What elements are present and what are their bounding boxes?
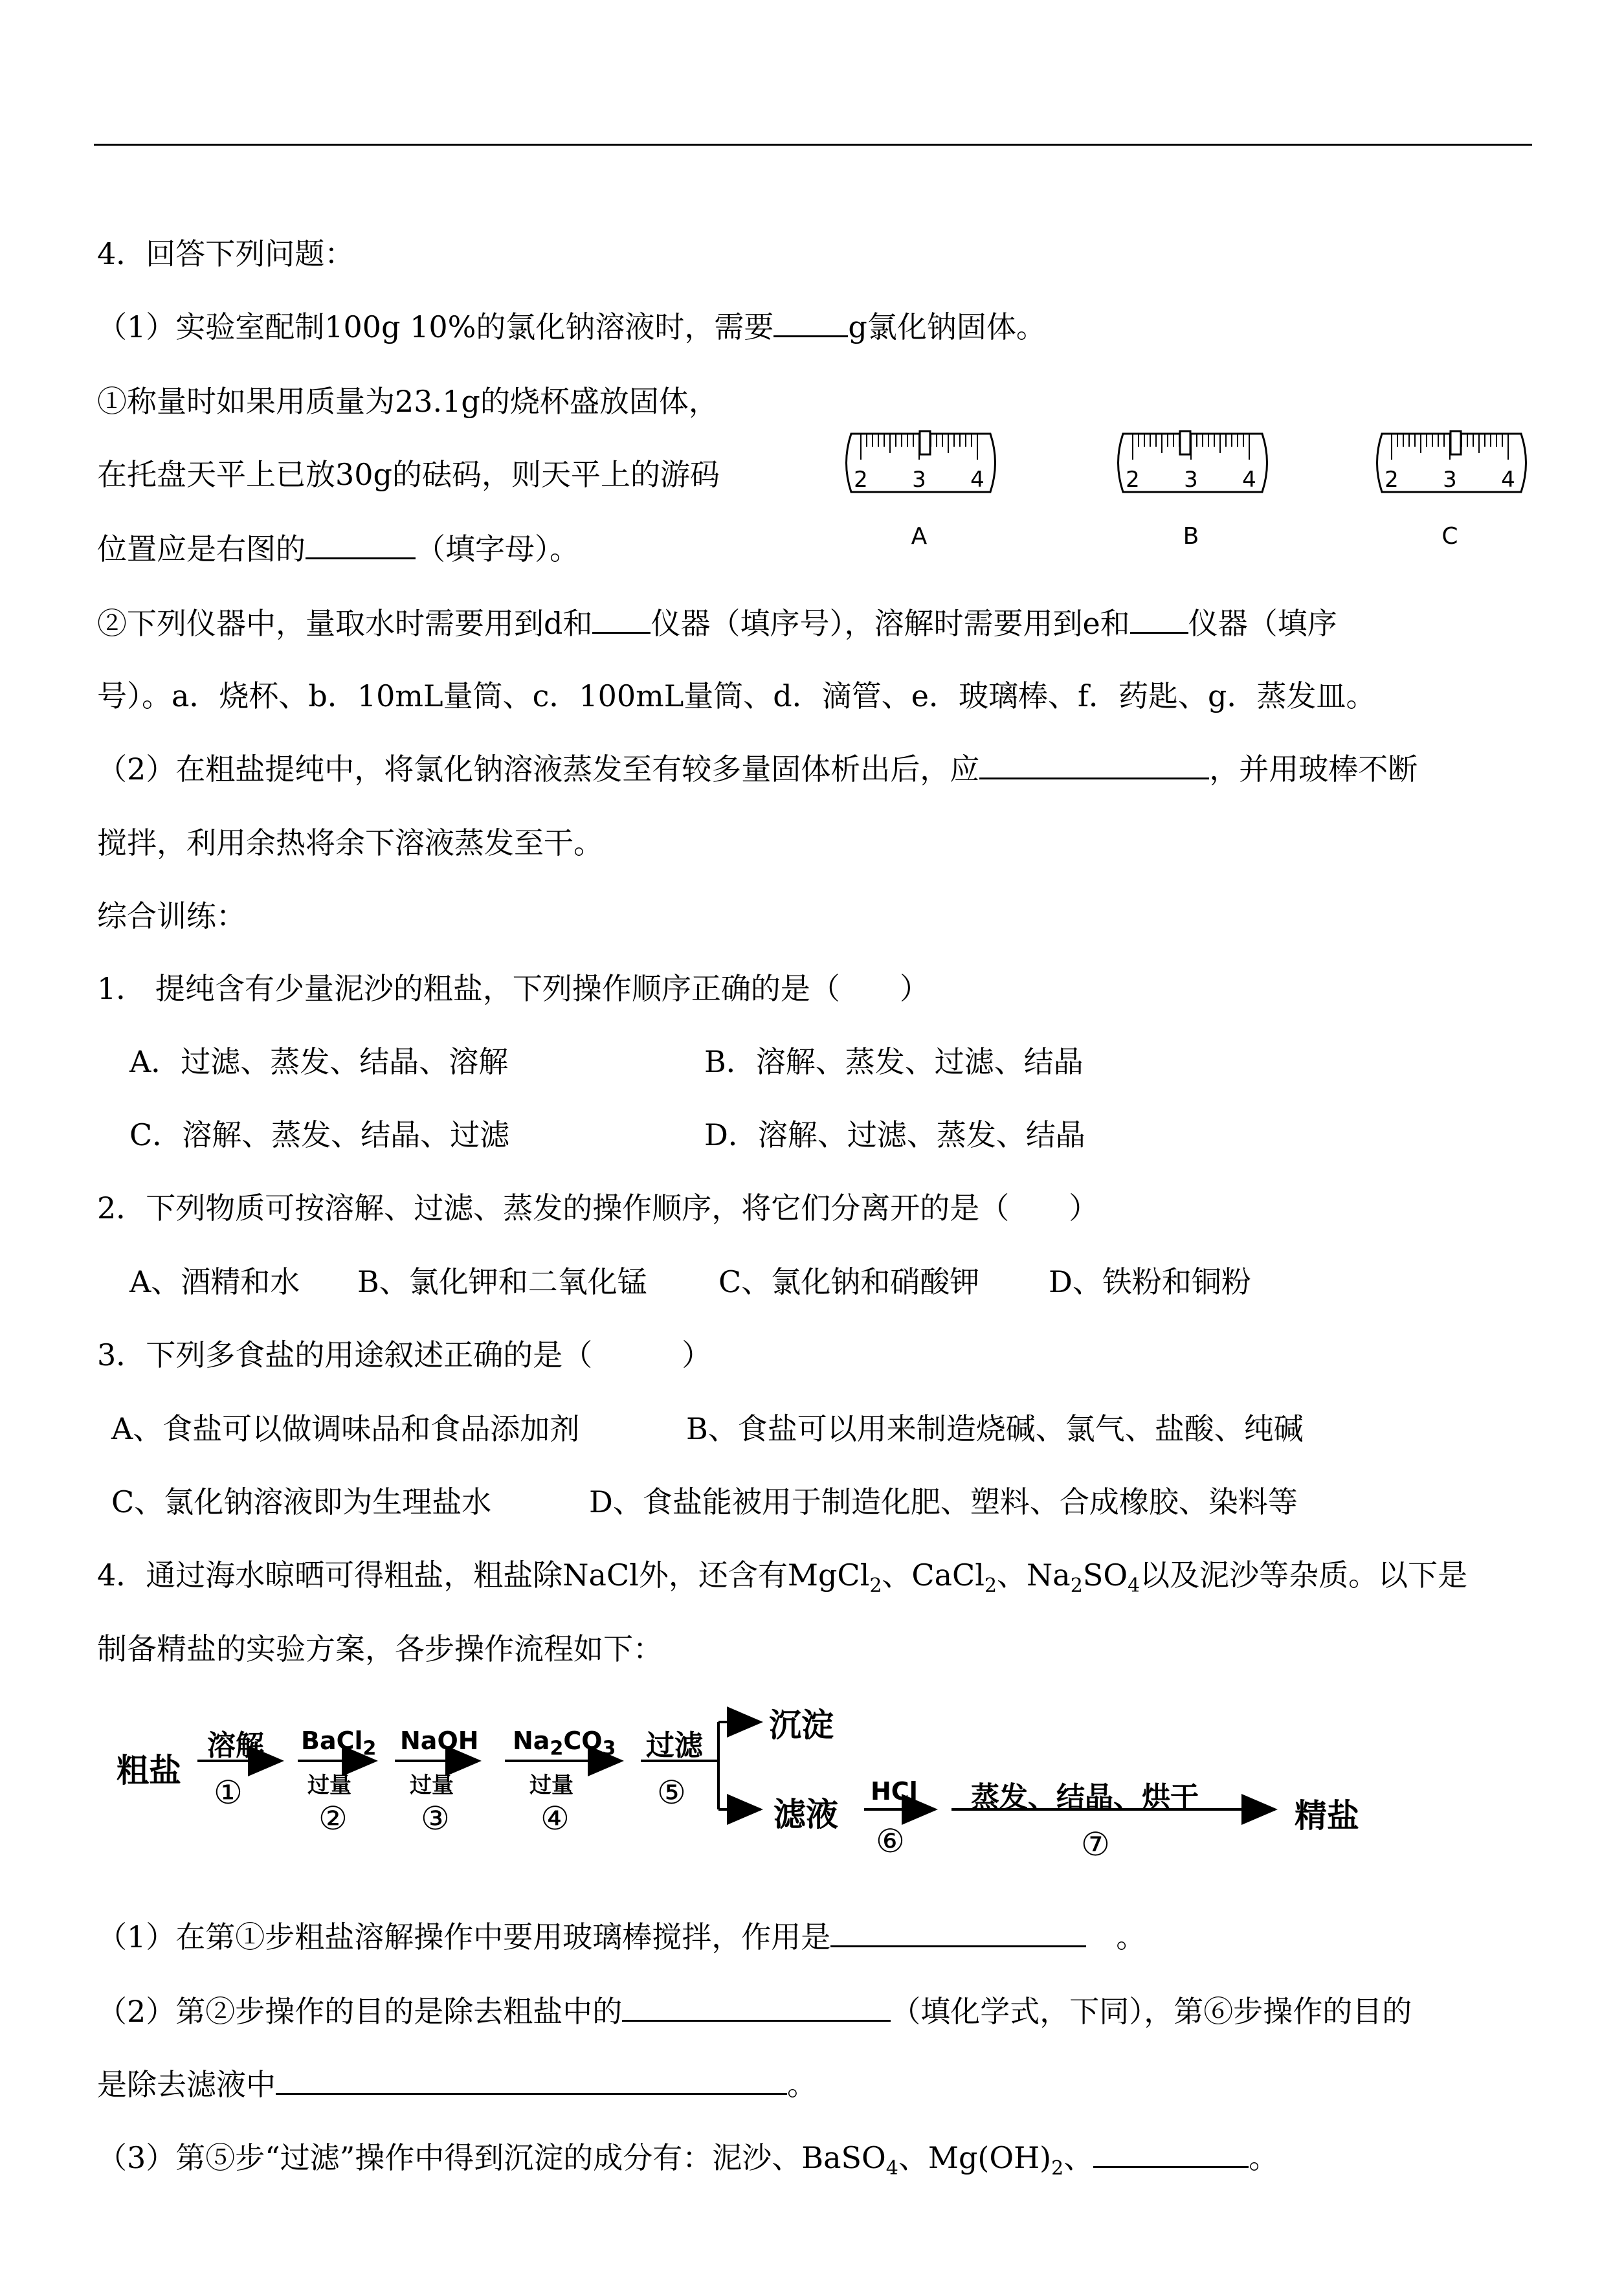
- rider-ruler-a: [847, 431, 996, 550]
- rider-rulers-figure: [841, 427, 1553, 563]
- c1-option-a[interactable]: A．过滤、蒸发、结晶、溶解: [129, 1044, 509, 1079]
- step3-reagent: NaOH: [400, 1727, 479, 1755]
- answer-blank[interactable]: [1130, 606, 1188, 634]
- answer-blank[interactable]: [1093, 2140, 1249, 2168]
- ruler-slider: [1451, 431, 1461, 454]
- step3-number: ③: [421, 1800, 450, 1837]
- crude-salt-label: 粗盐: [117, 1752, 181, 1789]
- step4-number: ④: [540, 1800, 570, 1837]
- ruler-tick-label: 3: [1443, 467, 1457, 493]
- step4-excess: 过量: [529, 1773, 573, 1798]
- ruler-tick-label: 3: [912, 467, 926, 493]
- step2-number: ②: [318, 1800, 348, 1837]
- ruler-tick-label: 3: [1184, 467, 1198, 493]
- c4-3: （3）第⑤步“过滤”操作中得到沉淀的成分有：泥沙、BaSO$_4$、$Mg(OH)_2$、 。: [97, 2140, 1279, 2180]
- q4-2-line2: 搅拌，利用余热将余下溶液蒸发至干。: [97, 825, 603, 860]
- ruler-option-label: A: [911, 523, 928, 550]
- process-flowchart: [110, 1693, 1405, 1874]
- c3-stem: 3．下列多食盐的用途叙述正确的是（ ）: [97, 1337, 712, 1372]
- c3-option-d[interactable]: D、食盐能被用于制造化肥、塑料、合成橡胶、染料等: [589, 1484, 1298, 1519]
- ruler-tick-label: 4: [970, 467, 984, 493]
- c4-2-line2: 是除去滤液中 。: [97, 2067, 817, 2102]
- c4-1: （1）在第①步粗盐溶解操作中要用玻璃棒搅拌，作用是 。: [97, 1919, 1146, 1954]
- q4-title: 4．回答下列问题：: [97, 236, 355, 271]
- q4-1a-line1: ①称量时如果用质量为23.1g的烧杯盛放固体，: [97, 384, 718, 419]
- c2-stem: 2．下列物质可按溶解、过滤、蒸发的操作顺序，将它们分离开的是（ ）: [97, 1191, 1099, 1225]
- c3-option-b[interactable]: B、食盐可以用来制造烧碱、氯气、盐酸、纯碱: [686, 1411, 1304, 1446]
- answer-blank[interactable]: [592, 606, 651, 634]
- section-title: 综合训练：: [97, 899, 246, 934]
- answer-blank[interactable]: [306, 531, 416, 559]
- header-rule: [94, 144, 1532, 146]
- answer-blank[interactable]: [276, 2067, 787, 2095]
- q4-1b-line1: ②下列仪器中，量取水时需要用到d和 仪器（填序号），溶解时需要用到e和 仪器（填序: [97, 606, 1337, 641]
- step7-label: 蒸发、结晶、烘干: [971, 1781, 1199, 1814]
- c3-option-a[interactable]: A、食盐可以做调味品和食品添加剂: [111, 1411, 580, 1446]
- c4-line2: 制备精盐的实验方案，各步操作流程如下：: [97, 1631, 663, 1666]
- step1-label: 溶解: [207, 1729, 264, 1762]
- ruler-tick-label: 2: [854, 467, 868, 493]
- ruler-option-label: C: [1441, 523, 1458, 550]
- c4-line1: 4．通过海水晾晒可得粗盐，粗盐除NaCl外，还含有MgCl$_2$、CaCl$_2$、$Na_2SO_4$以及泥沙等杂质。以下是: [97, 1558, 1468, 1598]
- q4-1b-line2: 号）。a．烧杯、b．10mL量筒、c．100mL量筒、d．滴管、e．玻璃棒、f．药匙、g．蒸发皿。: [97, 678, 1376, 713]
- c3-option-c[interactable]: C、氯化钠溶液即为生理盐水: [111, 1484, 492, 1519]
- c1-option-d[interactable]: D．溶解、过滤、蒸发、结晶: [704, 1117, 1085, 1152]
- c1-stem: 1． 提纯含有少量泥沙的粗盐，下列操作顺序正确的是（ ）: [97, 971, 929, 1006]
- ruler-option-label: B: [1183, 523, 1199, 550]
- ruler-slider: [920, 431, 930, 454]
- refined-salt-label: 精盐: [1295, 1797, 1359, 1835]
- c2-option-a[interactable]: A、酒精和水: [129, 1264, 300, 1299]
- filtrate-label: 滤液: [773, 1796, 838, 1833]
- step1-number: ①: [214, 1774, 243, 1811]
- ruler-tick-label: 4: [1501, 467, 1515, 493]
- ruler-tick-label: 4: [1242, 467, 1256, 493]
- ruler-tick-label: 2: [1385, 467, 1399, 493]
- step6-number: ⑥: [876, 1822, 905, 1860]
- answer-blank[interactable]: [830, 1919, 1086, 1947]
- rider-ruler-b: [1118, 431, 1267, 550]
- flowchart-arrows: [110, 1693, 1405, 1874]
- step7-number: ⑦: [1081, 1826, 1110, 1863]
- ruler-slider: [1180, 431, 1190, 454]
- step5-number: ⑤: [657, 1774, 686, 1811]
- step2-excess: 过量: [307, 1773, 351, 1798]
- rider-ruler-c: [1377, 431, 1526, 550]
- answer-blank[interactable]: [773, 309, 848, 337]
- precipitate-label: 沉淀: [769, 1706, 834, 1744]
- ruler-tick-label: 2: [1126, 467, 1140, 493]
- q4-2-line1: （2）在粗盐提纯中，将氯化钠溶液蒸发至有较多量固体析出后，应 ，并用玻棒不断: [97, 752, 1418, 787]
- answer-blank[interactable]: [979, 752, 1209, 779]
- q4-1: （1）实验室配制100g 10%的氯化钠溶液时，需要 g氯化钠固体。: [97, 309, 1046, 344]
- step3-excess: 过量: [410, 1773, 454, 1798]
- step2-reagent: BaCl$_2$: [301, 1727, 377, 1760]
- c2-option-d[interactable]: D、铁粉和铜粉: [1049, 1264, 1251, 1299]
- step4-reagent: $Na_2CO_3$: [513, 1727, 616, 1760]
- c2-option-b[interactable]: B、氯化钾和二氧化锰: [357, 1264, 647, 1299]
- c1-option-c[interactable]: C．溶解、蒸发、结晶、过滤: [129, 1117, 510, 1152]
- answer-blank[interactable]: [622, 1994, 891, 2022]
- c2-option-c[interactable]: C、氯化钠和硝酸钾: [718, 1264, 980, 1299]
- c1-option-b[interactable]: B．溶解、蒸发、过滤、结晶: [704, 1044, 1084, 1079]
- c4-2-line1: （2）第②步操作的目的是除去粗盐中的 （填化学式，下同），第⑥步操作的目的: [97, 1994, 1412, 2029]
- step6-reagent: HCl: [871, 1777, 918, 1806]
- q4-1a-line3: 位置应是右图的 （填字母）。: [97, 531, 579, 566]
- q4-1a-line2: 在托盘天平上已放30g的砝码，则天平上的游码: [97, 457, 720, 492]
- step5-label: 过滤: [646, 1729, 703, 1762]
